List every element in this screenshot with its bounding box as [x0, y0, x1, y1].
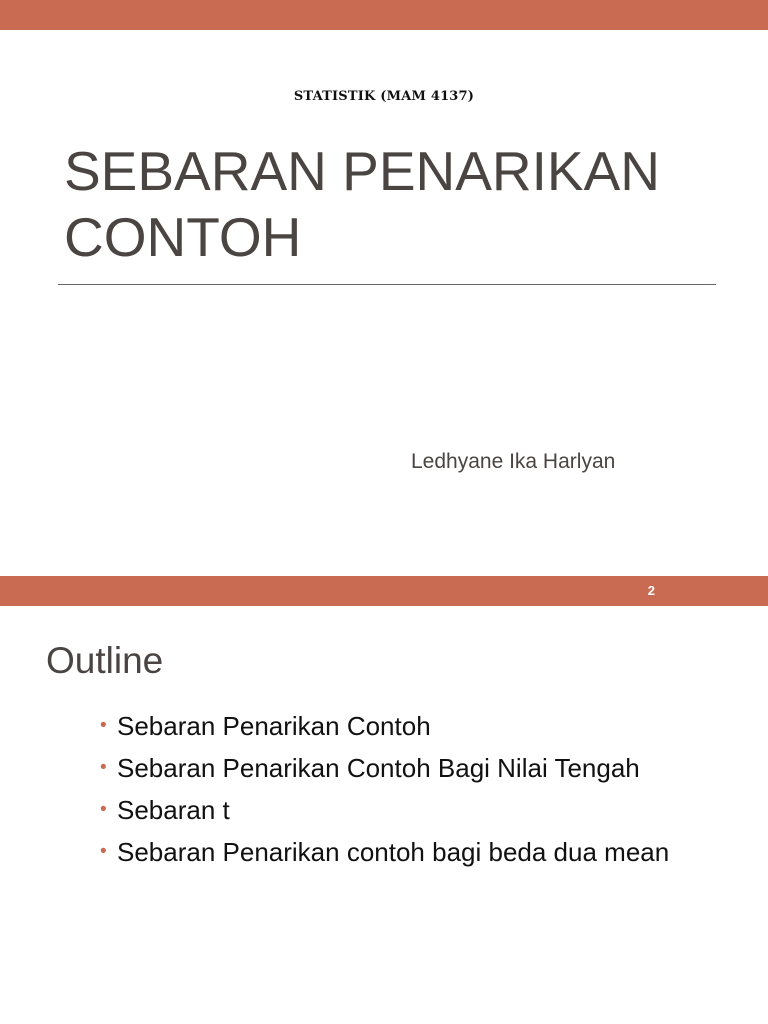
- bullet-icon: •: [100, 841, 107, 862]
- slide-outline: [0, 576, 768, 1024]
- list-item: [100, 792, 700, 828]
- list-item: [100, 834, 700, 870]
- list-item-text: Sebaran Penarikan contoh bagi beda dua mean: [117, 837, 670, 867]
- bullet-icon: •: [100, 799, 107, 820]
- list-item-text: Sebaran Penarikan Contoh Bagi Nilai Tengah: [117, 753, 640, 783]
- course-subtitle: STATISTIK (MAM 4137): [293, 89, 475, 104]
- list-item: [100, 708, 700, 744]
- list-item-text: Sebaran Penarikan Contoh: [117, 711, 431, 741]
- bullet-icon: •: [100, 757, 107, 778]
- page-number: 2: [647, 583, 655, 598]
- author-name: Ledhyane Ika Harlyan: [411, 450, 616, 473]
- list-item: [100, 750, 700, 786]
- bullet-icon: •: [100, 715, 107, 736]
- outline-list: [100, 708, 700, 876]
- title-line-2: CONTOH: [64, 206, 302, 268]
- list-item-text: Sebaran t: [117, 795, 230, 825]
- slide-title-text: [64, 138, 724, 270]
- outline-heading: Outline: [46, 640, 164, 681]
- title-line-1: SEBARAN PENARIKAN: [64, 140, 661, 202]
- title-divider: [58, 284, 716, 285]
- slide-header-bar: [0, 576, 768, 606]
- slide-header-bar: [0, 0, 768, 30]
